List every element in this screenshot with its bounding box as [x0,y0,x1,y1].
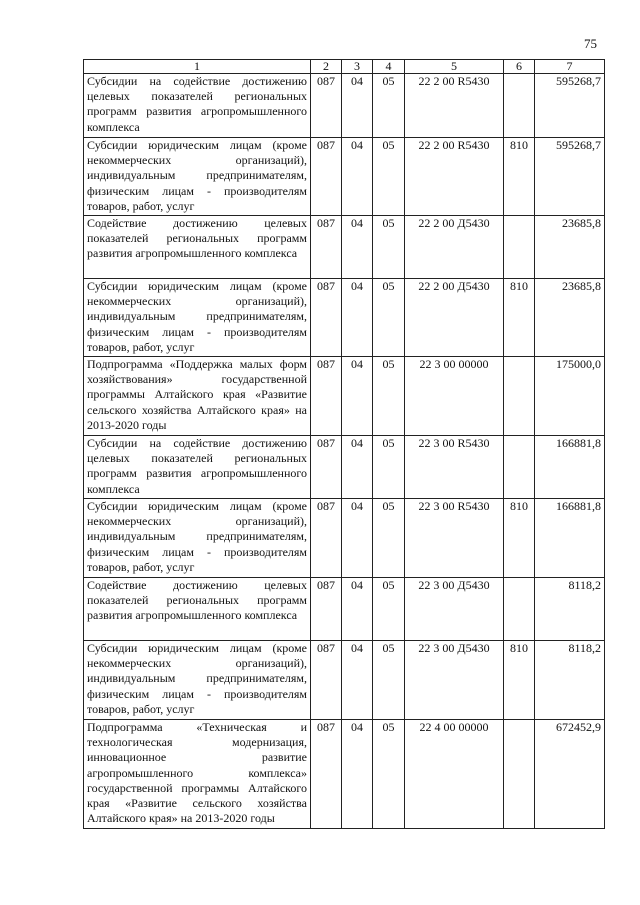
ministry-code: 087 [311,499,342,578]
column-header: 6 [504,60,535,74]
subsection-code: 05 [373,499,405,578]
row-description: Субсидии юридическим лицам (кроме некоммерческих организаций), индивидуальным предпринимателям, физическим лицам - производителям товаров, работ, услуг [84,279,311,357]
amount: 672452,9 [535,720,605,829]
column-header: 3 [342,60,373,74]
target-article-code: 22 4 00 00000 [405,720,504,829]
target-article-code: 22 3 00 00000 [405,357,504,436]
row-description: Субсидии на содействие достижению целевых показателей региональных программ развития агропромышленного комплекса [84,74,311,138]
budget-table [83,59,605,829]
row-description: Субсидии на содействие достижению целевых показателей региональных программ развития агропромышленного комплекса [84,436,311,499]
section-code: 04 [342,279,373,357]
ministry-code: 087 [311,436,342,499]
section-code: 04 [342,436,373,499]
table-row [84,436,605,499]
section-code: 04 [342,578,373,641]
section-code: 04 [342,641,373,720]
table-row [84,578,605,641]
table-row [84,357,605,436]
row-description: Содействие достижению целевых показателей региональных программ развития агропромышленного комплекса [84,578,311,641]
expense-type-code: 810 [504,499,535,578]
subsection-code: 05 [373,720,405,829]
expense-type-code [504,74,535,138]
subsection-code: 05 [373,74,405,138]
amount: 595268,7 [535,74,605,138]
target-article-code: 22 2 00 Д5430 [405,216,504,279]
row-description: Субсидии юридическим лицам (кроме некоммерческих организаций), индивидуальным предпринимателям, физическим лицам - производителям товаров, работ, услуг [84,138,311,216]
expense-type-code [504,357,535,436]
table-header-row [84,60,605,74]
amount: 175000,0 [535,357,605,436]
ministry-code: 087 [311,138,342,216]
ministry-code: 087 [311,279,342,357]
column-header: 5 [405,60,504,74]
table-row [84,279,605,357]
row-description: Подпрограмма «Техническая и технологическая модернизация, инновационное развитие агропромышленного комплекса» государственной программы Алтайского края «Развитие сельского хозяйства Алтайского края» на 2013-2020 годы [84,720,311,829]
ministry-code: 087 [311,357,342,436]
target-article-code: 22 2 00 Д5430 [405,279,504,357]
subsection-code: 05 [373,641,405,720]
expense-type-code [504,216,535,279]
column-header: 2 [311,60,342,74]
section-code: 04 [342,138,373,216]
section-code: 04 [342,216,373,279]
expense-type-code [504,720,535,829]
table-row [84,74,605,138]
table-row [84,641,605,720]
page-number: 75 [584,36,597,51]
row-description: Субсидии юридическим лицам (кроме некоммерческих организаций), индивидуальным предпринимателям, физическим лицам - производителям товаров, работ, услуг [84,499,311,578]
table-row [84,499,605,578]
column-header: 1 [84,60,311,74]
expense-type-code: 810 [504,138,535,216]
column-header: 4 [373,60,405,74]
ministry-code: 087 [311,578,342,641]
row-description: Субсидии юридическим лицам (кроме некоммерческих организаций), индивидуальным предпринимателям, физическим лицам - производителям товаров, работ, услуг [84,641,311,720]
subsection-code: 05 [373,279,405,357]
section-code: 04 [342,720,373,829]
table-row [84,138,605,216]
amount: 8118,2 [535,578,605,641]
ministry-code: 087 [311,216,342,279]
target-article-code: 22 3 00 R5430 [405,436,504,499]
target-article-code: 22 3 00 R5430 [405,499,504,578]
subsection-code: 05 [373,436,405,499]
ministry-code: 087 [311,74,342,138]
target-article-code: 22 2 00 R5430 [405,138,504,216]
amount: 23685,8 [535,279,605,357]
expense-type-code [504,436,535,499]
section-code: 04 [342,499,373,578]
subsection-code: 05 [373,578,405,641]
subsection-code: 05 [373,138,405,216]
ministry-code: 087 [311,641,342,720]
subsection-code: 05 [373,216,405,279]
target-article-code: 22 3 00 Д5430 [405,641,504,720]
amount: 23685,8 [535,216,605,279]
expense-type-code: 810 [504,641,535,720]
row-description: Содействие достижению целевых показателей региональных программ развития агропромышленного комплекса [84,216,311,279]
target-article-code: 22 2 00 R5430 [405,74,504,138]
ministry-code: 087 [311,720,342,829]
amount: 166881,8 [535,499,605,578]
amount: 166881,8 [535,436,605,499]
amount: 8118,2 [535,641,605,720]
expense-type-code [504,578,535,641]
section-code: 04 [342,357,373,436]
target-article-code: 22 3 00 Д5430 [405,578,504,641]
expense-type-code: 810 [504,279,535,357]
subsection-code: 05 [373,357,405,436]
table-row [84,720,605,829]
row-description: Подпрограмма «Поддержка малых форм хозяйствования» государственной программы Алтайского края «Развитие сельского хозяйства Алтайского края» на 2013-2020 годы [84,357,311,436]
section-code: 04 [342,74,373,138]
amount: 595268,7 [535,138,605,216]
column-header: 7 [535,60,605,74]
table-row [84,216,605,279]
